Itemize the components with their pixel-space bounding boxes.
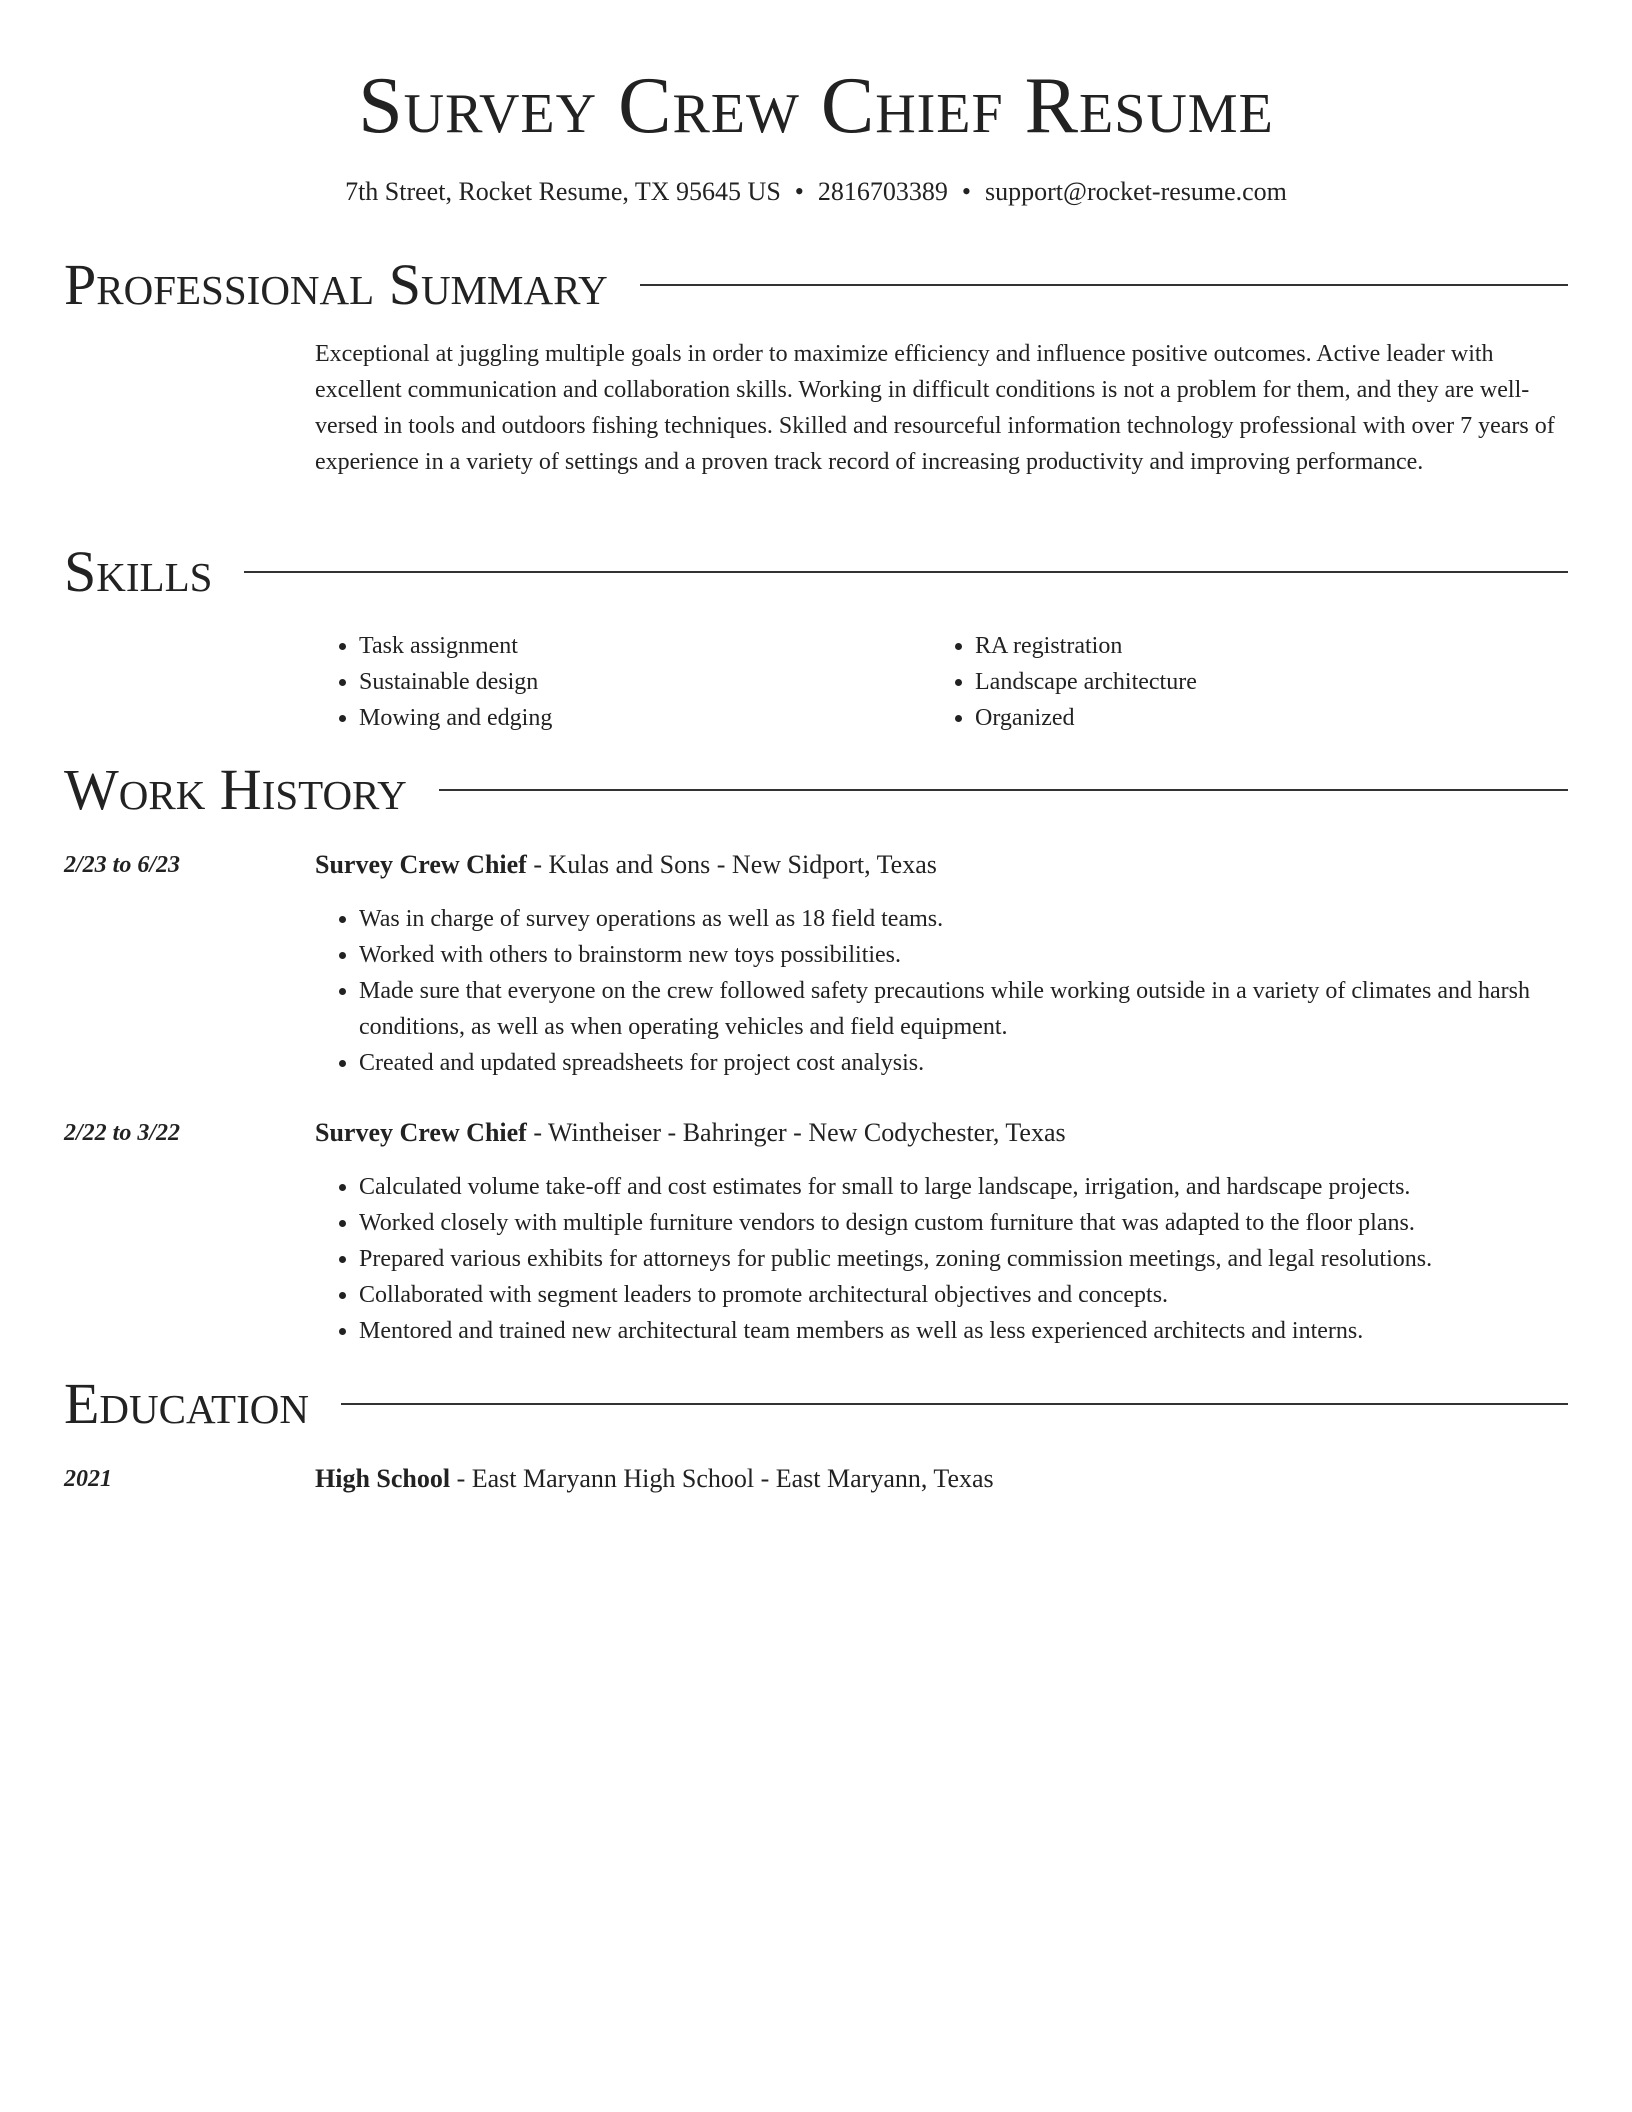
section-divider	[341, 1403, 1568, 1405]
job-bullet: • Mentored and trained new architectural team members as well as less experienced architects and interns.	[359, 1313, 1570, 1349]
skill-item: • Organized	[975, 700, 1575, 736]
job-employer: - Kulas and Sons - New Sidport, Texas	[526, 850, 937, 879]
job-title-line	[315, 847, 937, 883]
skill-item: • Sustainable design	[359, 664, 919, 700]
education-line	[315, 1461, 994, 1497]
job-bullet: • Made sure that everyone on the crew followed safety precautions while working outside in a variety of climates and harsh conditions, as well as when operating vehicles and field equipment.	[359, 973, 1570, 1045]
skill-item: • RA registration	[975, 628, 1575, 664]
contact-address: 7th Street, Rocket Resume, TX 95645 US	[345, 177, 781, 206]
skills-section-header	[64, 537, 1568, 607]
education-section-header	[64, 1369, 1568, 1439]
education-school: - East Maryann High School - East Maryann, Texas	[450, 1464, 994, 1493]
summary-section-header	[64, 250, 1568, 320]
job-dates: 2/23 to 6/23	[64, 852, 181, 878]
job-bullet: • Was in charge of survey operations as well as 18 field teams.	[359, 901, 1570, 937]
job-bullets	[315, 901, 1570, 1081]
skill-item: • Task assignment	[359, 628, 919, 664]
work-section-header	[64, 755, 1568, 825]
section-divider	[439, 789, 1568, 791]
job-employer: - Wintheiser - Bahringer - New Codychester, Texas	[526, 1118, 1066, 1147]
job-title-line	[315, 1115, 1066, 1151]
summary-text: Exceptional at juggling multiple goals in order to maximize efficiency and influence positive outcomes. Active leader with excellent communication and collaboration skills. Working in difficult conditions is not a problem for them, and they are well-versed in tools and outdoors fishing techniques. Skilled and resourceful information technology professional with over 7 years of experience in a variety of settings and a proven track record of increasing productivity and improving performance.	[315, 341, 1555, 475]
skills-list-left	[315, 628, 919, 736]
contact-line	[0, 174, 1632, 210]
job-title: Survey Crew Chief	[315, 1118, 527, 1147]
summary-heading: Professional Summary	[64, 252, 608, 317]
education-heading: Education	[64, 1371, 309, 1436]
contact-email: support@rocket-resume.com	[985, 177, 1287, 206]
contact-phone: 2816703389	[817, 177, 948, 206]
job-bullets	[315, 1169, 1570, 1349]
job-bullet: • Worked closely with multiple furniture vendors to design custom furniture that was adapted to the floor plans.	[359, 1205, 1570, 1241]
job-bullet: • Calculated volume take-off and cost estimates for small to large landscape, irrigation, and hardscape projects.	[359, 1169, 1570, 1205]
job-bullet: • Created and updated spreadsheets for project cost analysis.	[359, 1045, 1570, 1081]
job-bullet: • Worked with others to brainstorm new toys possibilities.	[359, 937, 1570, 973]
job-bullet: • Collaborated with segment leaders to promote architectural objectives and concepts.	[359, 1277, 1570, 1313]
skills-list-right	[931, 628, 1575, 736]
education-year: 2021	[64, 1466, 112, 1492]
contact-separator: •	[961, 177, 971, 206]
job-bullet: • Prepared various exhibits for attorneys for public meetings, zoning commission meetings, and legal resolutions.	[359, 1241, 1570, 1277]
work-heading: Work History	[64, 757, 407, 822]
skills-heading: Skills	[64, 539, 213, 604]
skill-item: • Landscape architecture	[975, 664, 1575, 700]
contact-separator: •	[794, 177, 804, 206]
job-title: Survey Crew Chief	[315, 850, 527, 879]
education-degree: High School	[315, 1464, 451, 1493]
section-divider	[244, 571, 1568, 573]
job-dates: 2/22 to 3/22	[64, 1120, 181, 1146]
resume-title: Survey Crew Chief Resume	[358, 62, 1274, 150]
section-divider	[640, 284, 1568, 286]
skill-item: • Mowing and edging	[359, 700, 919, 736]
